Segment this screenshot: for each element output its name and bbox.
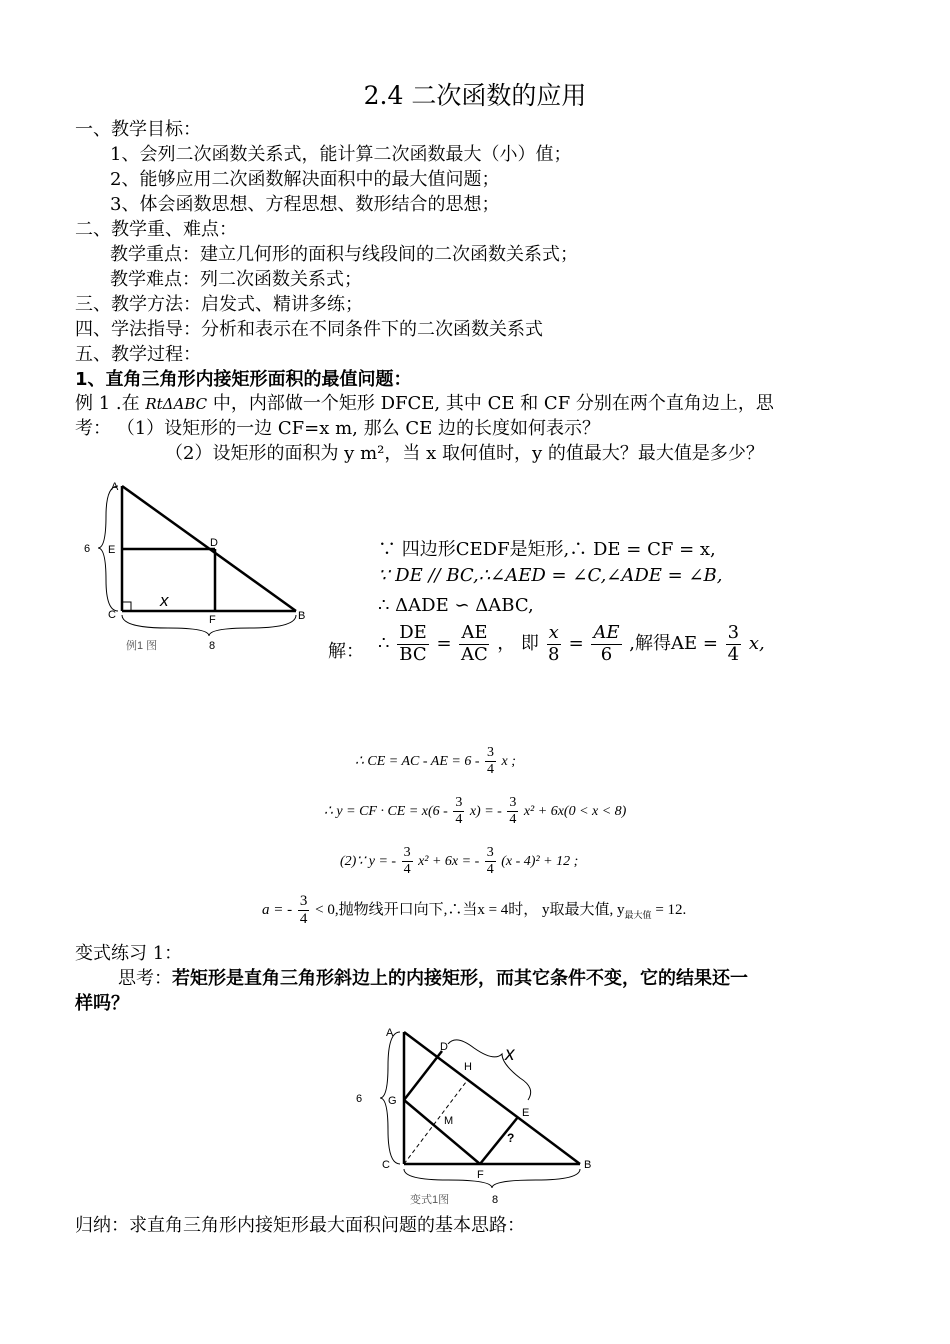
l3-frac2 bbox=[485, 845, 496, 878]
l1-den: 4 bbox=[487, 762, 495, 778]
example1-q2: （2）设矩形的面积为 y m²，当 x 取何值时，y 的值最大？最大值是多少？ bbox=[165, 443, 764, 464]
label-b: B bbox=[584, 1159, 592, 1171]
l1-post: x ; bbox=[501, 753, 516, 769]
section5: 五、教学过程： bbox=[75, 344, 201, 365]
section2-heading: 二、教学重、难点： bbox=[75, 219, 237, 240]
solution-line2 bbox=[324, 795, 626, 828]
l2-num2: 3 bbox=[507, 795, 518, 812]
objective-2: 2、能够应用二次函数解决面积中的最大值问题； bbox=[110, 169, 500, 190]
f5-num: 3 bbox=[727, 622, 740, 643]
l2-mid: x) = - bbox=[469, 803, 502, 819]
l3-pre: (2)∵ y = - bbox=[340, 853, 397, 869]
f5-den: 4 bbox=[727, 643, 740, 665]
fraction-ae-6 bbox=[591, 623, 621, 665]
example1-figure bbox=[78, 478, 323, 656]
label-e: E bbox=[108, 544, 116, 556]
summary: 归纳：求直角三角形内接矩形最大面积问题的基本思路： bbox=[75, 1215, 525, 1236]
label-g: G bbox=[388, 1095, 397, 1107]
document-title: 2.4 二次函数的应用 bbox=[363, 81, 587, 110]
label-d: D bbox=[210, 537, 218, 549]
label-d: D bbox=[440, 1041, 448, 1053]
l4-sub: 最大值 bbox=[624, 910, 652, 921]
f1-den: BC bbox=[399, 643, 427, 665]
s4-mid: ， 即 bbox=[497, 633, 539, 655]
topic1-heading: 1、直角三角形内接矩形面积的最值问题： bbox=[75, 369, 412, 390]
label-f: F bbox=[477, 1169, 484, 1181]
hypotenuse-ab bbox=[404, 1032, 580, 1164]
l2-post: x² + 6x(0 < x < 8) bbox=[523, 803, 627, 819]
label-e: E bbox=[522, 1107, 530, 1119]
solution-line4 bbox=[262, 893, 686, 929]
l3-mid: x² + 6x = - bbox=[418, 853, 480, 869]
l4-den: 4 bbox=[299, 911, 308, 928]
l1-frac bbox=[485, 745, 496, 778]
solution-step2: ∵ DE // BC,∴∠AED = ∠C,∠ADE = ∠B, bbox=[378, 565, 723, 586]
s4-end: x, bbox=[748, 633, 765, 655]
l4-pre: a = - bbox=[262, 902, 293, 919]
f2-num: AE bbox=[461, 622, 488, 643]
s4-res: ,解得AE = bbox=[629, 633, 718, 655]
segment-gd bbox=[404, 1051, 442, 1100]
l1-num: 3 bbox=[485, 745, 496, 762]
example1-intro-b: 中，内部做一个矩形 DFCE, 其中 CE 和 CF 分别在两个直角边上，思 bbox=[212, 393, 774, 414]
brace-hypotenuse bbox=[448, 1040, 531, 1100]
f1-num: DE bbox=[399, 622, 427, 643]
solution-step3: ∴ ΔADE ∽ ΔABC, bbox=[378, 595, 534, 616]
example1-intro-a: 例 1 .在 bbox=[75, 393, 140, 414]
key-points: 教学重点：建立几何形的面积与线段间的二次函数关系式； bbox=[110, 244, 578, 265]
s4-eq2: = bbox=[568, 633, 584, 655]
l1-pre: ∴ CE = AC - AE = 6 - bbox=[355, 753, 480, 769]
segment-gf bbox=[404, 1100, 480, 1164]
label-h: H bbox=[464, 1061, 472, 1073]
label-x: x bbox=[160, 591, 169, 610]
l3-frac1 bbox=[402, 845, 413, 878]
label-a: A bbox=[111, 481, 119, 493]
label-c: C bbox=[108, 609, 116, 621]
objective-3: 3、体会函数思想、方程思想、数形结合的思想； bbox=[110, 194, 500, 215]
f4-den: 6 bbox=[600, 643, 613, 665]
solution-jie: 解： bbox=[328, 641, 364, 662]
l2-den2: 4 bbox=[509, 812, 517, 828]
solution-line3 bbox=[340, 845, 578, 878]
variant-think bbox=[118, 967, 748, 991]
l4-post: < 0,抛物线开口向下,∴当x = 4时， y取最大值, y bbox=[315, 902, 625, 919]
figure1-caption: 例1 图 bbox=[126, 640, 158, 652]
solution-step1: ∵ 四边形CEDF是矩形,∴ DE = CF = x, bbox=[378, 539, 716, 560]
label-six: 6 bbox=[356, 1093, 363, 1105]
label-eight: 8 bbox=[209, 640, 216, 652]
altitude-ch bbox=[404, 1082, 466, 1164]
label-six: 6 bbox=[84, 543, 91, 555]
l2-den1: 4 bbox=[455, 812, 463, 828]
label-question: ? bbox=[507, 1131, 515, 1145]
l2-pre: ∴ y = CF · CE = x(6 - bbox=[324, 803, 448, 819]
f3-den: 8 bbox=[548, 643, 560, 665]
label-b: B bbox=[298, 610, 306, 622]
think-question: 若矩形是直角三角形斜边上的内接矩形，而其它条件不变，它的结果还一 bbox=[172, 968, 748, 989]
difficult-points: 教学难点：列二次函数关系式； bbox=[110, 269, 362, 290]
objective-1: 1、会列二次函数关系式，能计算二次函数最大（小）值； bbox=[110, 144, 572, 165]
label-eight: 8 bbox=[492, 1194, 499, 1206]
section1-heading: 一、教学目标： bbox=[75, 119, 201, 140]
think-label: 思考： bbox=[118, 968, 172, 989]
section3: 三、教学方法：启发式、精讲多练； bbox=[75, 294, 363, 315]
label-m: M bbox=[444, 1115, 454, 1127]
f4-num: AE bbox=[593, 622, 620, 643]
s4-pre: ∴ bbox=[378, 633, 390, 655]
fraction-ae-ac bbox=[459, 623, 489, 665]
l3-num2: 3 bbox=[485, 845, 496, 862]
solution-step4 bbox=[378, 623, 765, 665]
l3-num1: 3 bbox=[402, 845, 413, 862]
f2-den: AC bbox=[461, 643, 488, 665]
solution-line1 bbox=[355, 745, 516, 778]
l3-den2: 4 bbox=[486, 862, 494, 878]
l4-end: = 12. bbox=[651, 902, 687, 919]
l4-num: 3 bbox=[298, 893, 310, 911]
l2-num1: 3 bbox=[453, 795, 464, 812]
example1-intro bbox=[75, 392, 774, 416]
brace-bottom bbox=[404, 1169, 580, 1188]
example1-q1: 考： （1）设矩形的一边 CF=x m, 那么 CE 边的长度如何表示？ bbox=[75, 418, 600, 439]
l2-frac1 bbox=[453, 795, 464, 828]
label-f: F bbox=[209, 614, 216, 626]
example1-triangle: RtΔABC bbox=[145, 395, 208, 413]
f3-num: x bbox=[548, 622, 559, 643]
l3-post: (x - 4)² + 12 ; bbox=[501, 853, 579, 869]
variant-think-cont: 样吗？ bbox=[75, 993, 129, 1014]
label-x: x bbox=[505, 1044, 515, 1065]
fraction-3-4 bbox=[726, 623, 741, 665]
fraction-x-8 bbox=[547, 623, 561, 665]
variant-figure bbox=[352, 1022, 607, 1212]
right-angle-mark bbox=[122, 602, 131, 611]
variant-heading: 变式练习 1： bbox=[75, 943, 183, 964]
l2-frac2 bbox=[507, 795, 518, 828]
section4: 四、学法指导：分析和表示在不同条件下的二次函数关系式 bbox=[75, 319, 543, 340]
fraction-de-bc bbox=[397, 623, 429, 665]
figure2-caption: 变式1图 bbox=[410, 1194, 450, 1206]
label-a: A bbox=[386, 1027, 394, 1039]
l4-frac bbox=[298, 893, 310, 929]
label-c: C bbox=[382, 1159, 390, 1171]
l3-den1: 4 bbox=[403, 862, 411, 878]
s4-eq1: = bbox=[436, 633, 452, 655]
